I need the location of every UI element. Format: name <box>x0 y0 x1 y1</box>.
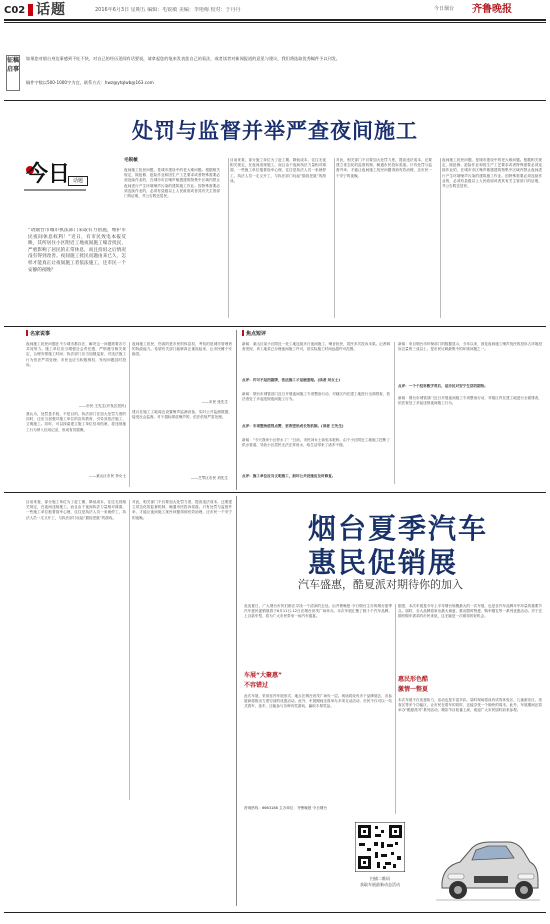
badge-small-text: 话题 <box>68 176 88 186</box>
header-rule-thin <box>4 22 546 23</box>
car-illustration <box>432 830 542 908</box>
tab-bar <box>26 330 28 336</box>
hotspot-tab <box>242 330 266 338</box>
readers-p4: 建议在施工工地周边设置噪声监测设备，实时公开监测数据，接受社会监督。对于超标排放噪声的，依法依规严肃处理。 <box>132 410 232 420</box>
ad-title <box>308 512 488 580</box>
section-rule <box>4 326 546 327</box>
ad-subtitle: 汽车盛惠，酷夏派对期待你的加入 <box>298 578 463 591</box>
ad-para-3: 据悉，本次车展是今年上半年烟台规模最大的一次车展，也是各汽车品牌年中冲量的重要节点。届时，各大品牌将拿出最大诚意，推出限时特惠、购车赠礼等一系列优惠活动。对于近期有购车需求的市民来说，这无疑是一次难得的好机会。 <box>398 604 542 619</box>
readers-p1: 夜间施工扰民问题在不少城市都存在，解决这一问题需要各方共同努力。施工单位应当增强社会责任感，严格遵守相关规定，合理安排施工时间；执法部门应当加强巡查，对违法施工行为依法严肃处理；市民也应当积极维权，发现问题及时投诉。 <box>26 342 126 367</box>
notice-contact: 稿件字数以500-1000字为宜，联系方式：hwz@ytqlwb@163.com <box>26 80 154 85</box>
readers-sig2: ——莱山区市民 李女士 <box>88 474 126 478</box>
section-title: 话题 <box>36 2 66 18</box>
col-divider <box>129 342 130 487</box>
col-divider <box>395 604 396 814</box>
ad-para-4: 本次车展不仅优惠给力，活动也是丰富多彩。届时现场将设有试驾体验区、儿童游乐区、美食区等多个功能区，让市民在看车的同时，还能享受一个愉快的周末。此外，车展期间还将举办“酷夏派对”系列活动，精彩节目轮番上演，欢迎广大市民届时前来参观。 <box>398 698 542 713</box>
hotspot-c1: 点评：许可不是挡箭牌，依法施工才是硬道理。(读者 刘女士) <box>242 378 340 382</box>
ad-para-1: 炎炎夏日，广大烟台市民们都在寻找一个清凉的去处。由齐鲁晚报·今日烟台主办的烟台夏季汽车惠民促销展将于6月11日-12日在烟台世茂广场举办。本次车展汇聚了数十个汽车品牌，上百款车型，将为广大市民带来一场汽车盛宴。 <box>244 604 392 619</box>
hotspot-p1-repeat: 新闻：烟台市城管部门近日开展夜间施工专项整治行动，对辖区内在建工地进行全面排查，依法查处了多起违规夜间施工行为。 <box>398 396 542 406</box>
notice-rule <box>4 100 546 101</box>
hotspot-tab-text: 焦点短评 <box>246 331 267 337</box>
hotspot-p3: 新闻：“今天我家小区停水了！”日前，市民刘女士致电本报称，由于小区附近工地施工挖断了供水管道，导致小区居民无法正常用水，给生活带来了诸多不便。 <box>242 438 390 448</box>
column-para-3: 对此，相关部门不仅要加大处罚力度，提高违法成本，还要建立常态化的监督机制，畅通市民投诉渠道。只有处罚与监督并举，才能让夜间施工扰民问题得到有效治理，还市民一个安宁的夜晚。 <box>336 158 432 178</box>
hotspot-p2: 新闻：烟台市城管部门近日开展夜间施工专项整治行动，对辖区内在建工地进行全面排查，依法查处了多起违规夜间施工行为。 <box>242 392 390 402</box>
ad-title-line1: 烟台夏季汽车 <box>308 512 489 545</box>
tab-bar <box>242 330 244 336</box>
badge-big-text: 今日 <box>26 161 71 187</box>
ad-para-2: 此次车展，采用室内车展形式，地点在烟台世茂广场负一层。现场将设有多个品牌展区，各参展商将推出力度空前的优惠活动。此外，车展期间还将举办多项互动活动，市民不仅可以一站式看车、选车，还能参与各种有奖游戏，赢取丰厚奖品。 <box>244 694 392 709</box>
footer-rule <box>4 912 546 913</box>
page-number: C02 <box>4 5 26 16</box>
col-divider <box>394 342 395 484</box>
qr-code-icon <box>355 822 405 872</box>
readers-sig3: ——市民 张先生 <box>201 400 228 404</box>
column-author: 毛锐敏 <box>124 158 138 163</box>
col-divider <box>440 158 441 318</box>
newspaper-logo: 齐鲁晚报 <box>472 4 512 15</box>
col-divider <box>334 158 335 318</box>
header-rule <box>4 19 546 21</box>
readers-tab <box>26 330 50 338</box>
ad-subhead-3: 惠民形色酷 <box>398 676 429 683</box>
readers-sig4: ——芝罘区市民 刘先生 <box>190 476 228 480</box>
column-para-1: 夜间施工扰民问题，是城市建设中的老大难问题。根据相关规定，除抢修、抢险作业和因生产工艺要求或者特殊需要必须连续作业的，在城市市区噪声敏感建筑物集中区域内禁止夜间进行产生环境噪声污染的建筑施工作业。因特殊需要必须连续作业的，必须有县级以上人民政府或者其有关主管部门的证明，并公告附近居民。 <box>124 168 220 199</box>
qr-caption <box>320 876 440 888</box>
hotspot-p4: 新闻：来自烟台市环保部门的数据显示，今年以来，涉及夜间施工噪声扰民的投诉占环境投诉总量的三成以上，是市民反映最集中的环境问题之一。 <box>398 342 542 352</box>
hotspot-c2: 点评：专项整治值得点赞，更希望形成长效机制。(读者 王先生) <box>242 424 344 428</box>
edition-label: 今日烟台 <box>434 6 455 12</box>
qr-caption-line2: 获取车展最新动态活动 <box>360 882 400 887</box>
column-para-4: 夜间施工扰民问题，是城市建设中的老大难问题。根据相关规定，除抢修、抢险作业和因生产工艺要求或者特殊需要必须连续作业的，在城市市区噪声敏感建筑物集中区域内禁止夜间进行产生环境噪声污染的建筑施工作业。因特殊需要必须连续作业的，必须有县级以上人民政府或者其有关主管部门的证明，并公告附近居民。 <box>442 158 542 189</box>
issue-meta: 2016年6月3日 星期五 编辑：毛锐敏 美编：李艳梅 校对：于丹丹 <box>95 7 241 13</box>
hotspot-c3: 点评：施工单位应当文明施工，损坏公共设施应及时修复。 <box>242 474 336 478</box>
ad-subhead-4: 激情一整夏 <box>398 686 429 693</box>
main-headline: 处罚与监督并举严查夜间施工 <box>132 118 418 143</box>
column-badge <box>20 160 90 196</box>
ad-subhead-1: 车展“大聚惠” <box>244 672 282 679</box>
section-marker <box>28 4 33 16</box>
hotspot-p1: 新闻：莱山区某小区附近一处工地连续多日夜间施工，噪音扰民，居民多次投诉未果。记者调查发现，该工地虽已办理夜间施工许可，但实际施工时间远超许可范围。 <box>242 342 390 352</box>
readers-sig1: ——市民 王先生(开发区居民) <box>78 404 126 408</box>
readers-cont-2: 对此，相关部门不仅要加大处罚力度，提高违法成本，还要建立常态化的监督机制，畅通市民投诉渠道。只有处罚与监督并举，才能让夜间施工扰民问题得到有效治理，还市民一个安宁的夜晚。 <box>132 500 232 520</box>
qr-caption-line1: 扫描二维码 <box>370 876 390 881</box>
ad-para-5: 咨询热线：6663188 主办单位：齐鲁晚报·今日烟台 <box>244 806 327 810</box>
section-divider <box>236 496 237 906</box>
readers-tab-text: 名家说事 <box>30 331 51 337</box>
column-lead: “请烟台市城市执法部门采取有力措施，维护市民夜间休息权利！”近日，有市民致电本报反映，其所居住小区附近工地夜间施工噪音扰民，严重影响了居民的正常休息，而且投诉之后情况没有得到改善。夜间施工扰民问题由来已久，怎样才能真正让夜间施工者依法施工，还市民一个安静的夜晚？ <box>28 228 126 273</box>
col-divider <box>129 500 130 800</box>
readers-p2: 我认为，处罚是手段，不是目的。执法部门在加大处罚力度的同时，还应当加强对施工单位的宣传教育，引导其依法施工、文明施工。同时，可以探索建立施工单位信用档案，将违规施工行为纳入信用记录，形成有效震慑。 <box>26 412 126 432</box>
col-divider <box>228 158 229 318</box>
notice-label-text: 征稿启事 <box>7 57 20 73</box>
readers-cont-1: 目前来看，部分施工单位为了赶工期、降低成本，往往无视相关规定，在夜间违规施工。而且由于夜间执法力量相对薄弱，一些施工单位抱着侥幸心理，往往是执法人员一来就停工，执法人员一走又开工，与执法部门玩起“猫捉老鼠”的游戏。 <box>26 500 126 520</box>
readers-p3: 夜间施工扰民，伤害的是市民的休息权，考验的是城市管理者的执政能力。希望有关部门能够真正重视起来，让市民睡个安稳觉。 <box>132 342 232 357</box>
notice-label <box>6 55 20 91</box>
hotspot-c4: 点评：一个个投诉数字背后，是市民对安宁生活的期待。 <box>398 384 488 388</box>
car-icon <box>432 830 542 908</box>
ad-title-line2: 惠民促销展 <box>308 546 459 579</box>
qr-code[interactable] <box>355 822 405 872</box>
section-rule <box>4 492 546 493</box>
section-divider <box>236 330 237 490</box>
ad-subhead-2: 不容错过 <box>244 682 269 689</box>
column-para-2: 目前来看，部分施工单位为了赶工期、降低成本，往往无视相关规定，在夜间违规施工。而且由于夜间执法力量相对薄弱，一些施工单位抱着侥幸心理，往往是执法人员一来就停工，执法人员一走又开工，与执法部门玩起“猫捉老鼠”的游戏。 <box>230 158 326 183</box>
notice-text: 如果您对烟台身边事感到不吐不快，对自己的经历见闻有话要说，请拿起您的笔来发表您自己的看法，或者读者对新闻报道的意见与建议，我们将选取优秀稿件予以刊发。 <box>26 56 341 61</box>
